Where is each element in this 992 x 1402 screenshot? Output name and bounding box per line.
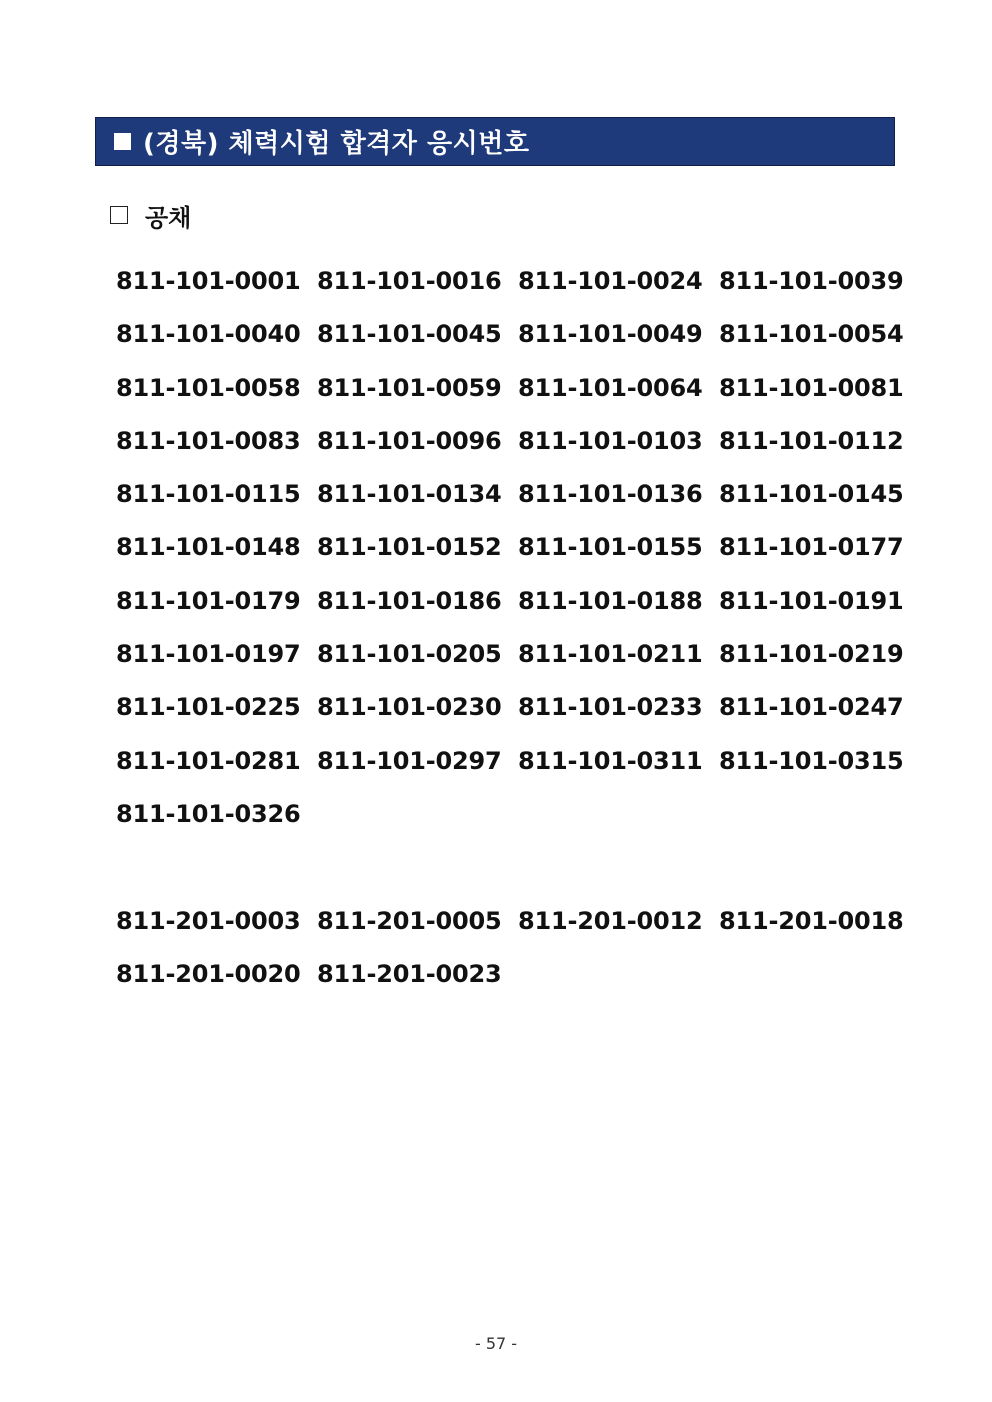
exam-number: 811-101-0315 (719, 746, 904, 775)
page-title: (경북) 체력시험 합격자 응시번호 (143, 129, 530, 159)
exam-number: 811-101-0281 (116, 746, 301, 775)
empty-square-icon (110, 206, 128, 224)
exam-number: 811-101-0211 (518, 640, 703, 669)
exam-number: 811-101-0326 (116, 799, 301, 828)
exam-number: 811-101-0040 (116, 320, 301, 349)
section-heading (110, 198, 191, 232)
exam-number: 811-101-0191 (719, 586, 904, 615)
exam-number: 811-101-0115 (116, 480, 301, 509)
exam-number: 811-201-0023 (317, 960, 502, 989)
section-title-bar (95, 117, 895, 166)
exam-number: 811-101-0186 (317, 586, 502, 615)
exam-number: 811-101-0205 (317, 640, 502, 669)
exam-number: 811-201-0018 (719, 907, 904, 935)
exam-number: 811-101-0148 (116, 533, 301, 562)
exam-number: 811-101-0136 (518, 480, 703, 509)
exam-number: 811-101-0230 (317, 693, 502, 722)
exam-number: 811-101-0179 (116, 586, 301, 615)
exam-number: 811-101-0016 (317, 267, 502, 295)
exam-number: 811-101-0188 (518, 586, 703, 615)
black-square-icon (114, 133, 131, 150)
exam-number: 811-101-0155 (518, 533, 703, 562)
exam-number: 811-101-0058 (116, 373, 301, 402)
exam-number: 811-101-0134 (317, 480, 502, 509)
exam-number: 811-101-0054 (719, 320, 904, 349)
exam-number-grid-101 (116, 260, 916, 846)
exam-number: 811-101-0197 (116, 640, 301, 669)
exam-number: 811-101-0103 (518, 426, 703, 455)
exam-number: 811-101-0145 (719, 480, 904, 509)
exam-number: 811-201-0012 (518, 907, 703, 935)
exam-number: 811-101-0112 (719, 426, 904, 455)
exam-number: 811-101-0001 (116, 267, 301, 295)
exam-number: 811-101-0152 (317, 533, 502, 562)
exam-number: 811-101-0247 (719, 693, 904, 722)
exam-number: 811-101-0177 (719, 533, 904, 562)
page-number: - 57 - (474, 1334, 518, 1353)
exam-number: 811-101-0024 (518, 267, 703, 295)
exam-number: 811-201-0005 (317, 907, 502, 935)
exam-number: 811-101-0297 (317, 746, 502, 775)
exam-number: 811-101-0233 (518, 693, 703, 722)
exam-number: 811-101-0083 (116, 426, 301, 455)
exam-number: 811-101-0311 (518, 746, 703, 775)
exam-number: 811-101-0096 (317, 426, 502, 455)
exam-number: 811-101-0219 (719, 640, 904, 669)
exam-number: 811-101-0059 (317, 373, 502, 402)
exam-number-grid-201 (116, 900, 916, 1007)
exam-number: 811-101-0039 (719, 267, 904, 295)
exam-number: 811-101-0225 (116, 693, 301, 722)
exam-number: 811-201-0003 (116, 907, 301, 935)
section-label: 공채 (145, 203, 192, 232)
exam-number: 811-101-0081 (719, 373, 904, 402)
exam-number: 811-101-0049 (518, 320, 703, 349)
exam-number: 811-101-0064 (518, 373, 703, 402)
exam-number: 811-101-0045 (317, 320, 502, 349)
exam-number: 811-201-0020 (116, 960, 301, 989)
